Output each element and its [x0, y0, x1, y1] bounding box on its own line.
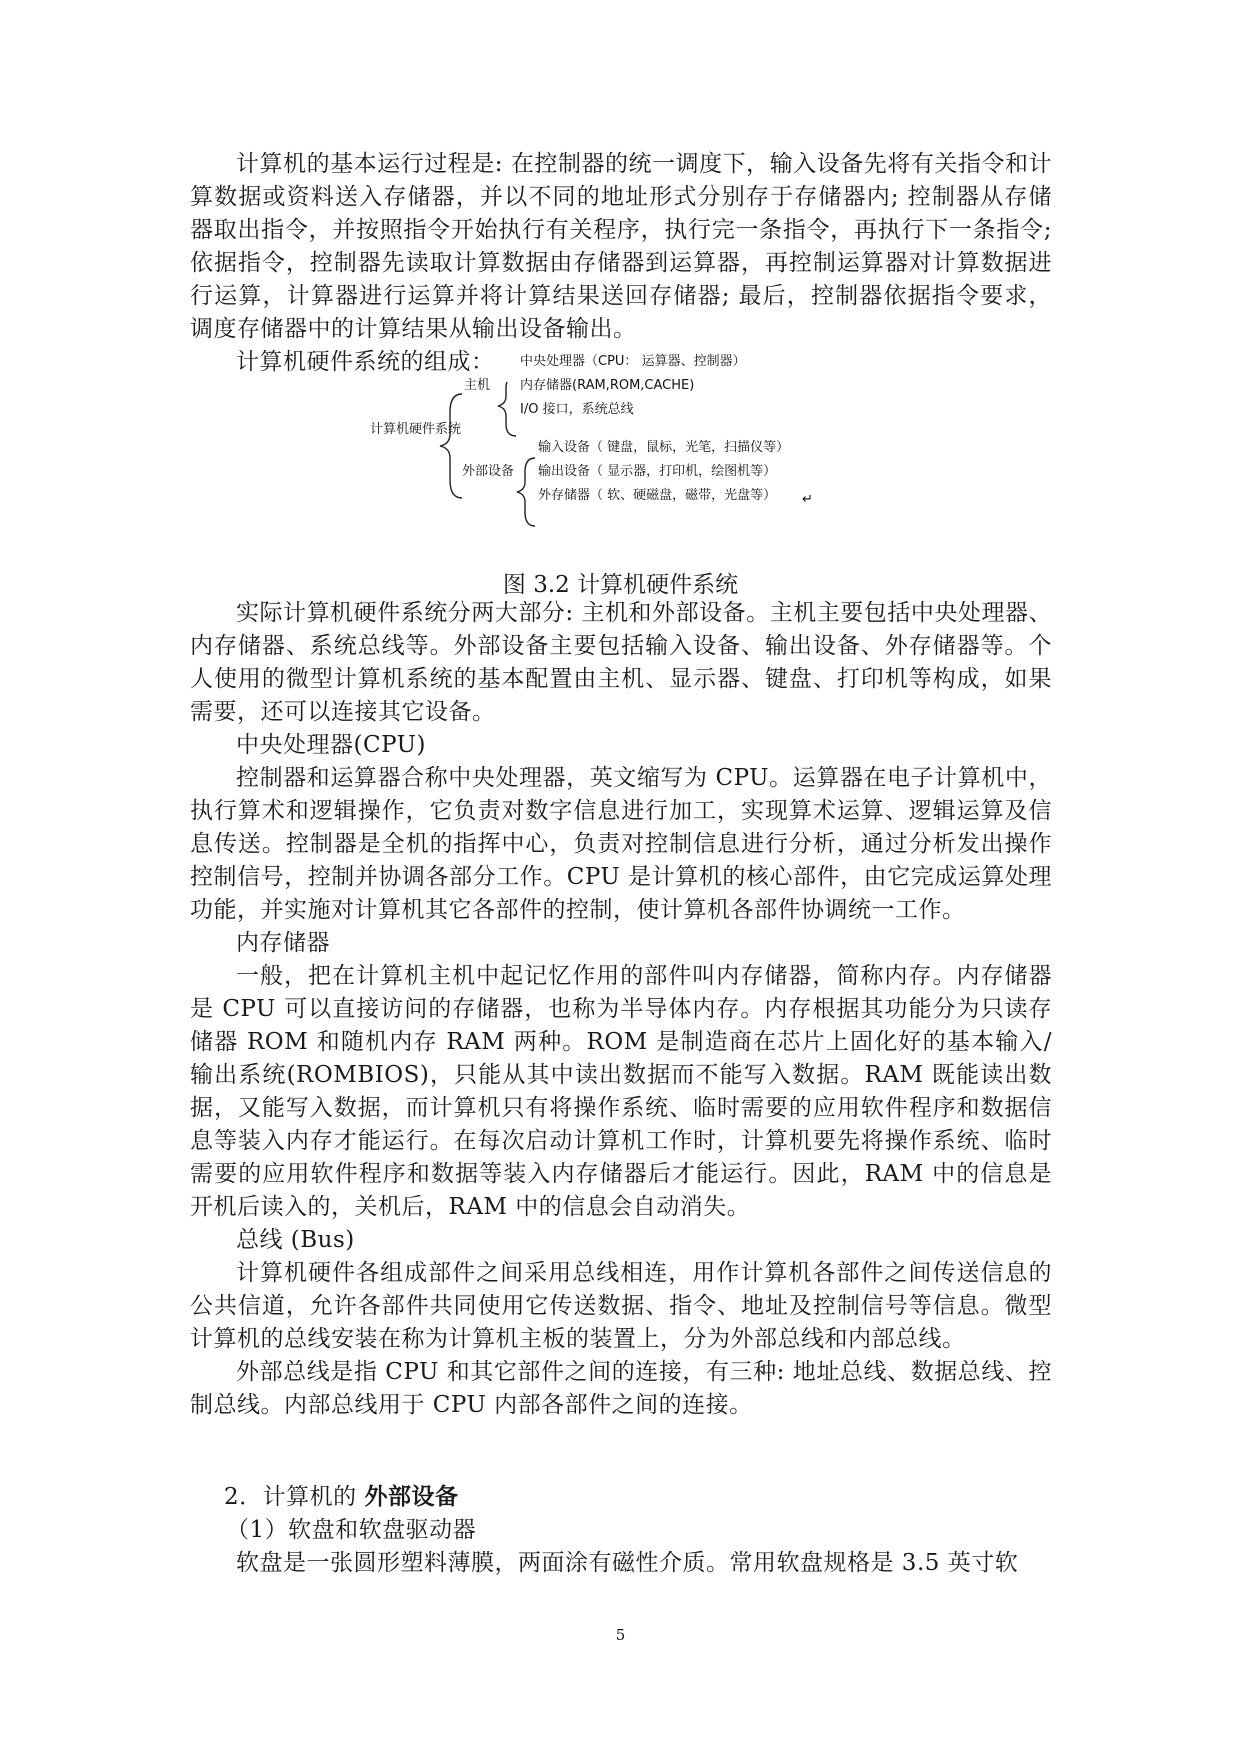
diagram-host-item: 内存储器(RAM,ROM,CACHE) — [520, 378, 695, 393]
diagram-host-label: 主机 — [464, 378, 491, 393]
diagram-host-item: I/O 接口，系统总线 — [520, 402, 634, 417]
figure-caption: 图 3.2 计算机硬件系统 — [502, 572, 739, 598]
intro-text — [190, 148, 1052, 379]
section-2-title-bold: 外部设备 — [364, 1483, 459, 1510]
diagram-host-item: 中央处理器（CPU： 运算器、控制器） — [520, 354, 746, 369]
diagram-external-item: 外存储器（ 软、硬磁盘，磁带，光盘等） — [538, 488, 777, 503]
paragraph-hardware-composition: 计算机硬件系统的组成： — [236, 349, 495, 375]
root-brace — [440, 394, 462, 498]
paragraph-bus-1: 计算机硬件各组成部件之间采用总线相连，用作计算机各部件之间传送信息的公共信道，允许各部件共同使用它传送数据、指令、地址及控制信号等信息。微型计算机的总线安装在称为计算机主板的装置上，分为外部总线和内部总线。 — [190, 1260, 1052, 1352]
host-brace — [498, 382, 516, 436]
body-text — [190, 597, 1052, 1422]
heading-cpu: 中央处理器(CPU) — [236, 732, 426, 758]
return-mark-icon: ↵ — [802, 492, 813, 507]
section-2-number: 2．计算机的 — [224, 1484, 357, 1510]
paragraph-hardware-parts: 实际计算机硬件系统分两大部分: 主机和外部设备。主机主要包括中央处理器、内存储器、系统总线等。外部设备主要包括输入设备、输出设备、外存储器等。个人使用的微型计算机系统的基本配置由主机、显示器、键盘、打印机等构成，如果需要，还可以连接其它设备。 — [190, 600, 1052, 725]
section-2-title — [190, 1480, 1052, 1514]
hardware-tree-diagram — [370, 354, 910, 574]
page-number: 5 — [615, 1626, 626, 1644]
section-2 — [190, 1480, 1052, 1580]
subsection-floppy: （1）软盘和软盘驱动器 — [226, 1517, 477, 1543]
paragraph-cpu: 控制器和运算器合称中央处理器，英文缩写为 CPU。运算器在电子计算机中，执行算术和逻辑操作，它负责对数字信息进行加工，实现算术运算、逻辑运算及信息传送。控制器是全机的指挥中心，负责对控制信息进行分析，通过分析发出操作控制信号，控制并协调各部分工作。CPU 是计算机的核心部件，由它完成运算处理功能，并实施对计算机其它各部件的控制，使计算机各部件协调统一工作。 — [190, 765, 1052, 923]
paragraph-bus-2: 外部总线是指 CPU 和其它部件之间的连接，有三种: 地址总线、数据总线、控制总线。内部总线用于 CPU 内部各部件之间的连接。 — [190, 1359, 1052, 1418]
diagram-external-item: 输入设备（ 键盘，鼠标，光笔，扫描仪等） — [538, 440, 790, 455]
paragraph-run-process: 计算机的基本运行过程是: 在控制器的统一调度下，输入设备先将有关指令和计算数据或资料送入存储器，并以不同的地址形式分别存于存储器内; 控制器从存储器取出指令，并按照指令开始执行有关程序，执行完一条指令，再执行下一条指令; 依据指令，控制器先读取计算数据由存储器到运算器，再控制运算器对计算数据进行运算，计算器进行运算并将计算结果送回存储器; 最后，控制器依据指令要求，调度存储器中的计算结果从输出设备输出。 — [190, 151, 1052, 342]
diagram-external-label: 外部设备 — [462, 464, 515, 479]
diagram-external-item: 输出设备（ 显示器，打印机，绘图机等） — [538, 464, 777, 479]
external-brace — [517, 458, 535, 526]
diagram-root-label: 计算机硬件系统 — [370, 422, 462, 437]
heading-memory: 内存储器 — [236, 930, 330, 956]
paragraph-floppy: 软盘是一张圆形塑料薄膜，两面涂有磁性介质。常用软盘规格是 3.5 英寸软 — [236, 1550, 1019, 1576]
paragraph-memory: 一般，把在计算机主机中起记忆作用的部件叫内存储器，简称内存。内存储器是 CPU 可以直接访问的存储器，也称为半导体内存。内存根据其功能分为只读存储器 ROM 和随机内存 RAM 两种。ROM 是制造商在芯片上固化好的基本输入/输出系统(ROMBIOS)，只能从其中读出数据而不能写入数据。RAM 既能读出数据，又能写入数据，而计算机只有将操作系统、临时需要的应用软件程序和数据信息等装入内存才能运行。在每次启动计算机工作时，计算机要先将操作系统、临时需要的应用软件程序和数据等装入内存储器后才能运行。因此，RAM 中的信息是开机后读入的，关机后，RAM 中的信息会自动消失。 — [190, 963, 1052, 1220]
heading-bus: 总线 (Bus) — [236, 1227, 355, 1253]
